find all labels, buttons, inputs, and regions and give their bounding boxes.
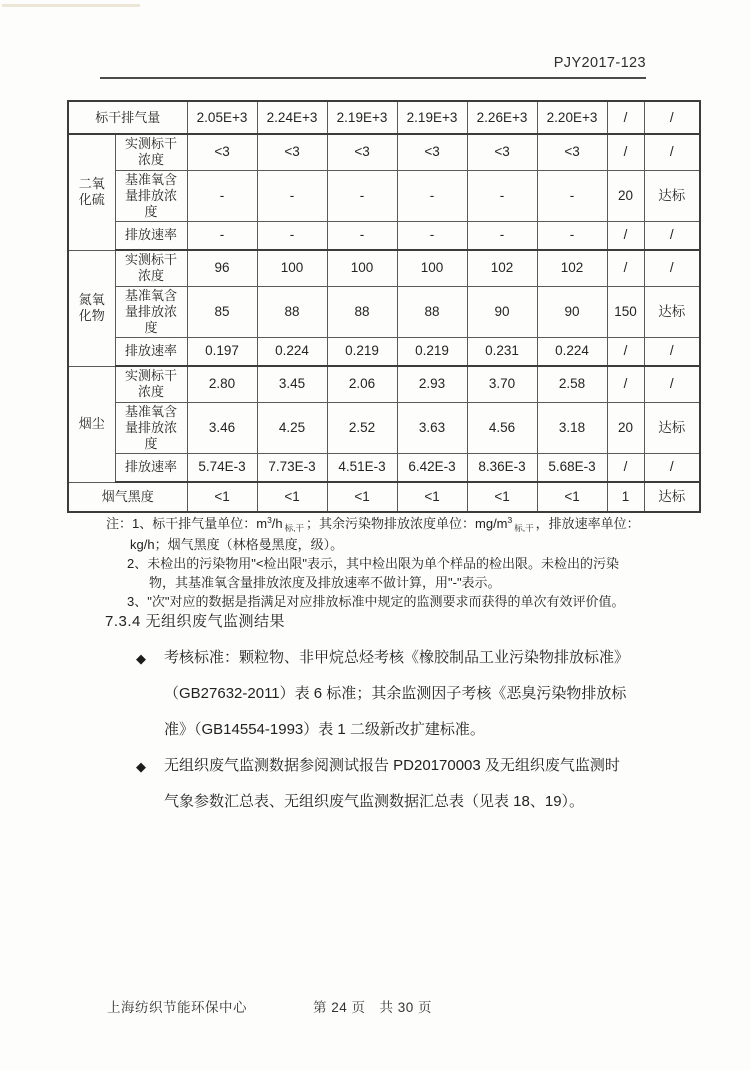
row-sub-label: 排放速率 <box>115 221 187 250</box>
table-cell: 96 <box>187 250 257 286</box>
table-cell: 20 <box>607 402 644 453</box>
bullet-line: 无组织废气监测数据参阅测试报告 PD20170003 及无组织废气监测时 <box>164 757 620 774</box>
row-label: 标干排气量 <box>68 101 187 134</box>
table-cell: 4.56 <box>467 402 537 453</box>
bullet-item <box>105 748 685 820</box>
table-cell: <1 <box>537 482 607 512</box>
table-cell: 150 <box>607 286 644 337</box>
table-cell: - <box>467 221 537 250</box>
table-cell: 90 <box>537 286 607 337</box>
table-cell: <3 <box>537 134 607 170</box>
table-cell: <1 <box>467 482 537 512</box>
superscript: 3 <box>507 515 513 525</box>
table-cell: 2.80 <box>187 366 257 402</box>
footer-page-number: 第 24 页 共 30 页 <box>313 1000 433 1015</box>
table-cell: / <box>644 366 700 402</box>
table-cell: 2.20E+3 <box>537 101 607 134</box>
note-line: 2、未检出的污染物用"<检出限"表示，其中检出限为单个样品的检出限。未检出的污染 <box>127 556 620 571</box>
diamond-bullet-icon: ◆ <box>136 759 146 774</box>
table-cell: 2.19E+3 <box>397 101 467 134</box>
note-text: 注：1、标干排气量单位：m <box>106 516 268 531</box>
table-cell: 0.231 <box>467 337 537 366</box>
row-label: 烟气黑度 <box>68 482 187 512</box>
row-sub-label: 实测标干浓度 <box>115 366 187 402</box>
table-cell: / <box>607 101 644 134</box>
table-cell: - <box>257 170 327 221</box>
table-cell: / <box>644 221 700 250</box>
table-cell: / <box>607 366 644 402</box>
table-cell: 88 <box>327 286 397 337</box>
bullet-line: 考核标准：颗粒物、非甲烷总烃考核《橡胶制品工业污染物排放标准》 <box>164 649 630 666</box>
section-heading: 7.3.4 无组织废气监测结果 <box>105 613 286 630</box>
subscript: 标,干 <box>514 523 534 533</box>
row-sub-label: 排放速率 <box>115 453 187 482</box>
table-cell: / <box>644 101 700 134</box>
table-cell: <1 <box>257 482 327 512</box>
table-cell: 达标 <box>644 170 700 221</box>
table-cell: - <box>187 170 257 221</box>
table-cell: 20 <box>607 170 644 221</box>
table-row <box>68 286 700 337</box>
table-cell: 4.51E-3 <box>327 453 397 482</box>
note-line: 物，其基准氧含量排放浓度及排放速率不做计算，用"-"表示。 <box>149 575 501 590</box>
note-line: 3、"次"对应的数据是指满足对应排放标准中规定的监测要求而获得的单次有效评价值。 <box>127 594 625 609</box>
table-row <box>68 402 700 453</box>
row-sub-label: 基准氧含量排放浓度 <box>115 402 187 453</box>
row-sub-label: 基准氧含量排放浓度 <box>115 286 187 337</box>
table-cell: <3 <box>397 134 467 170</box>
note-text: /h <box>271 516 283 531</box>
table-cell: 5.68E-3 <box>537 453 607 482</box>
superscript: 3 <box>267 515 272 525</box>
table-cell: 0.219 <box>397 337 467 366</box>
row-sub-label: 基准氧含量排放浓度 <box>115 170 187 221</box>
table-row <box>68 366 700 402</box>
row-sub-label: 排放速率 <box>115 337 187 366</box>
table-cell: / <box>607 221 644 250</box>
table-cell: 0.197 <box>187 337 257 366</box>
table-row <box>68 221 700 250</box>
table-cell: 3.63 <box>397 402 467 453</box>
table-cell: 达标 <box>644 482 700 512</box>
table-row <box>68 482 700 512</box>
footer-org: 上海纺织节能环保中心 <box>107 1000 247 1015</box>
table-cell: <3 <box>327 134 397 170</box>
table-cell: <1 <box>397 482 467 512</box>
emissions-table <box>67 100 701 513</box>
table-cell: - <box>397 170 467 221</box>
table-cell: 0.224 <box>537 337 607 366</box>
section-7-3-4 <box>105 610 685 820</box>
table-row <box>68 453 700 482</box>
table-cell: <3 <box>187 134 257 170</box>
row-sub-label: 实测标干浓度 <box>115 250 187 286</box>
table-cell: - <box>327 221 397 250</box>
table-cell: 3.18 <box>537 402 607 453</box>
table-cell: 2.19E+3 <box>327 101 397 134</box>
doc-number: PJY2017-123 <box>553 55 646 71</box>
table-cell: - <box>397 221 467 250</box>
table-cell: 4.25 <box>257 402 327 453</box>
note-line <box>106 514 672 535</box>
table-cell: / <box>607 250 644 286</box>
table-cell: 102 <box>467 250 537 286</box>
table-cell: 达标 <box>644 402 700 453</box>
table-cell: 88 <box>397 286 467 337</box>
table-cell: / <box>644 453 700 482</box>
table-cell: 6.42E-3 <box>397 453 467 482</box>
table-cell: 0.219 <box>327 337 397 366</box>
bullet-line: 气象参数汇总表、无组织废气监测数据汇总表（见表 18、19）。 <box>164 793 585 810</box>
table-cell: <3 <box>257 134 327 170</box>
table-cell: - <box>537 221 607 250</box>
diamond-bullet-icon: ◆ <box>136 651 146 666</box>
table-cell: / <box>644 337 700 366</box>
table-cell: / <box>644 134 700 170</box>
note-text: ；其余污染物排放浓度单位：mg/m <box>306 516 508 531</box>
table-row <box>68 170 700 221</box>
row-group-label: 烟尘 <box>68 366 115 482</box>
table-cell: 100 <box>327 250 397 286</box>
table-row <box>68 250 700 286</box>
table-cell: 7.73E-3 <box>257 453 327 482</box>
table-cell: 8.36E-3 <box>467 453 537 482</box>
table-cell: 100 <box>257 250 327 286</box>
table-cell: 2.26E+3 <box>467 101 537 134</box>
row-group-label: 氮氧化物 <box>68 250 115 366</box>
table-cell: 2.24E+3 <box>257 101 327 134</box>
table-cell: 2.05E+3 <box>187 101 257 134</box>
table-notes <box>106 514 672 611</box>
table-cell: 1 <box>607 482 644 512</box>
table-cell: 3.45 <box>257 366 327 402</box>
table-cell: - <box>537 170 607 221</box>
note-text: ，排放速率单位： <box>535 516 640 531</box>
table-row <box>68 337 700 366</box>
table-cell: 100 <box>397 250 467 286</box>
table-cell: 3.70 <box>467 366 537 402</box>
table-cell: <1 <box>187 482 257 512</box>
table-row <box>68 134 700 170</box>
table-cell: 85 <box>187 286 257 337</box>
table-cell: <3 <box>467 134 537 170</box>
table-cell: / <box>607 134 644 170</box>
table-cell: / <box>607 453 644 482</box>
row-group-label: 二氧化硫 <box>68 134 115 250</box>
table-cell: 88 <box>257 286 327 337</box>
table-cell: 102 <box>537 250 607 286</box>
table-cell: <1 <box>327 482 397 512</box>
table-cell: 5.74E-3 <box>187 453 257 482</box>
bullet-item <box>105 640 685 748</box>
table-cell: - <box>187 221 257 250</box>
table-cell: 达标 <box>644 286 700 337</box>
row-sub-label: 实测标干浓度 <box>115 134 187 170</box>
scan-artifact <box>2 4 140 7</box>
table-cell: 2.06 <box>327 366 397 402</box>
table-cell: / <box>607 337 644 366</box>
table-cell: 0.224 <box>257 337 327 366</box>
table-cell: - <box>467 170 537 221</box>
table-cell: 2.52 <box>327 402 397 453</box>
table-cell: 90 <box>467 286 537 337</box>
table-cell: 3.46 <box>187 402 257 453</box>
header-rule <box>100 77 646 79</box>
table-cell: 2.58 <box>537 366 607 402</box>
note-line: kg/h；烟气黑度（林格曼黑度，级）。 <box>130 537 344 552</box>
table-cell: 2.93 <box>397 366 467 402</box>
table-cell: / <box>644 250 700 286</box>
subscript: 标,干 <box>284 523 305 533</box>
table-row <box>68 101 700 134</box>
bullet-line: （GB27632-2011）表 6 标准；其余监测因子考核《恶臭污染物排放标 <box>164 685 627 702</box>
table-cell: - <box>327 170 397 221</box>
bullet-line: 准》（GB14554-1993）表 1 二级新改扩建标准。 <box>164 721 485 738</box>
table-cell: - <box>257 221 327 250</box>
